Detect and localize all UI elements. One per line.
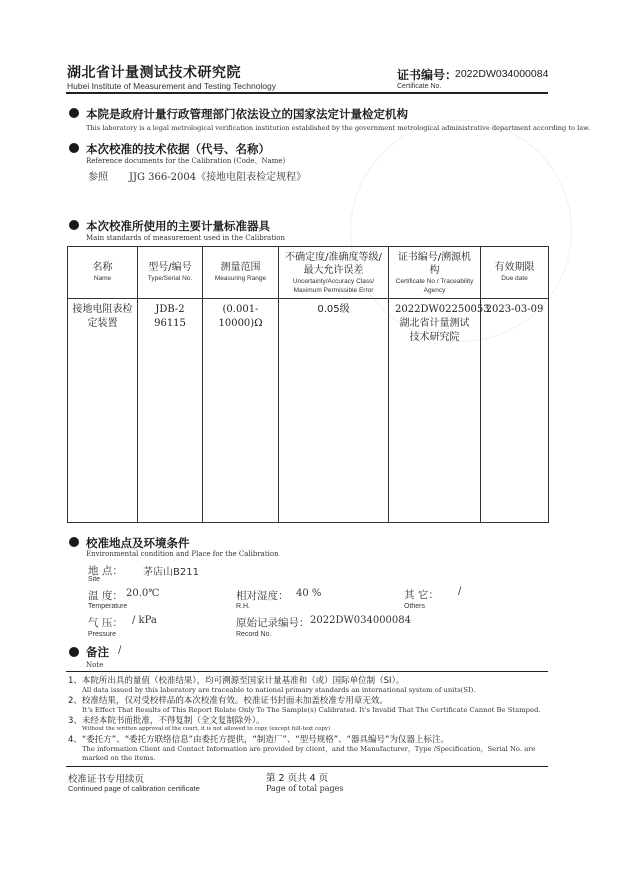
humidity-value: 40 %	[296, 588, 322, 599]
footer-left-en: Continued page of calibration certificate	[68, 784, 200, 793]
bullet-environment	[69, 537, 79, 547]
environment-title-en: Environmental condition and Place for the Calibration	[86, 550, 279, 558]
standards-title-cn: 本次校准所使用的主要计量标准器具	[86, 219, 270, 233]
note-item-4-cn: 4、“委托方”、“委托方联络信息”由委托方提供，“制造厂”、“型号规格”、“器具编号”为仪器上标注。	[68, 735, 449, 745]
col-header-type: 型号/编号 Type/Serial No.	[138, 247, 203, 299]
col-header-due: 有效期限 Due date	[481, 247, 549, 299]
environment-title-cn: 校准地点及环境条件	[86, 536, 190, 550]
reference-title-cn: 本次校准的技术依据（代号、名称）	[86, 142, 270, 156]
note-title-value: /	[118, 645, 122, 656]
col-header-name: 名称 Name	[68, 247, 138, 299]
site-en: Site	[88, 576, 101, 583]
note-item-4-en: The information Client and Contact Information are provided by client，and the Manufacturer，Type /Specification，Serial No. are marked on the items.	[82, 745, 536, 762]
note-item-1-cn: 1、本院所出具的量值（校准结果），均可溯源至国家计量基准和（或）国际单位制（SI）。	[68, 676, 405, 686]
temperature-en: Temperature	[88, 603, 128, 610]
record-value: 2022DW034000084	[310, 615, 412, 626]
standards-table	[67, 246, 549, 523]
pressure-en: Pressure	[88, 631, 117, 638]
table-row	[68, 299, 549, 523]
bullet-standards	[69, 220, 79, 230]
note-title-en: Note	[86, 661, 104, 669]
cert-no-value: 2022DW034000084	[455, 68, 549, 80]
reference-prefix: 参照	[88, 172, 108, 183]
table-header-row	[68, 247, 549, 299]
bullet-reference	[69, 143, 79, 153]
cell-accuracy: 0.05级	[279, 299, 389, 523]
pressure-value: / kPa	[132, 615, 157, 626]
site-value: 茅店山B211	[143, 567, 199, 578]
note-item-3-cn: 3、未经本院书面批准，不得复制（全文复制除外）。	[68, 716, 265, 726]
cell-due: 2023-03-09	[481, 299, 549, 523]
bullet-statement	[69, 108, 79, 118]
cell-range: (0.001-10000)Ω	[203, 299, 279, 523]
note-item-2-en: It's Effect That Results of This Report Relate Only To The Sample(s) Calibrated. It's Invalid That The Certificate Cannot Be Stamped.	[82, 706, 541, 714]
temperature-value: 20.0℃	[126, 588, 160, 599]
note-item-2-cn: 2、校准结果，仅对受校样品的本次校准有效。校准证书封面未加盖校准专用章无效。	[68, 696, 388, 706]
bullet-note	[69, 647, 79, 657]
note-rule	[66, 671, 548, 672]
site-label: 地 点：	[88, 565, 123, 577]
reference-title-en: Reference documents for the Calibration (Code、Name)	[86, 157, 286, 165]
header-rule	[66, 92, 548, 94]
col-header-range: 测量范围 Measuring Range	[203, 247, 279, 299]
record-label: 原始记录编号：	[236, 617, 310, 629]
cert-no-label: 证书编号：	[397, 68, 458, 82]
institute-name-en: Hubei Institute of Measurement and Testing Technology	[67, 81, 277, 91]
statement-en: This laboratory is a legal metrological verification institution established by the government metrological administrative department according to law.	[86, 124, 591, 132]
page-number-en: Page of total pages	[266, 784, 344, 793]
others-label: 其 它：	[404, 589, 439, 601]
cell-cert: 2022DW02250053 湖北省计量测试技术研究院	[389, 299, 481, 523]
others-en: Others	[404, 603, 426, 610]
note-item-1-en: All data issued by this laboratory are traceable to national primary standards an international system of units(SI).	[82, 686, 476, 694]
col-header-cert: 证书编号/溯源机构 Certificate No / Traceability Agency	[389, 247, 481, 299]
record-en: Record No.	[236, 631, 272, 638]
cert-no-label-en: Certificate No.	[397, 83, 442, 90]
note-title-cn: 备注	[86, 645, 109, 659]
institute-name-cn: 湖北省计量测试技术研究院	[67, 65, 241, 81]
others-value: /	[458, 586, 462, 597]
cell-type: JDB-2 96115	[138, 299, 203, 523]
footer-rule	[66, 766, 548, 767]
note-item-3-en: Without the written approval of the court, it is not allowed to copy (except full-text copy)	[82, 726, 331, 732]
standards-title-en: Main standards of measurement used in the Calibration	[86, 234, 285, 242]
reference-doc: JJG 366-2004《接地电阻表检定规程》	[129, 172, 307, 183]
page-number-cn: 第 2 页共 4 页	[266, 773, 329, 784]
statement-cn: 本院是政府计量行政管理部门依法设立的国家法定计量检定机构	[86, 107, 408, 121]
humidity-en: R.H.	[236, 603, 250, 610]
footer-left-cn: 校准证书专用续页	[68, 774, 145, 785]
pressure-label: 气 压：	[88, 617, 123, 629]
col-header-accuracy: 不确定度/准确度等级/最大允许误差 Uncertainty/Accuracy Class/ Maximum Permissible Error	[279, 247, 389, 299]
cell-name: 接地电阻表检定装置	[68, 299, 138, 523]
temperature-label: 温 度：	[88, 590, 123, 602]
humidity-label: 相对湿度：	[236, 590, 289, 602]
